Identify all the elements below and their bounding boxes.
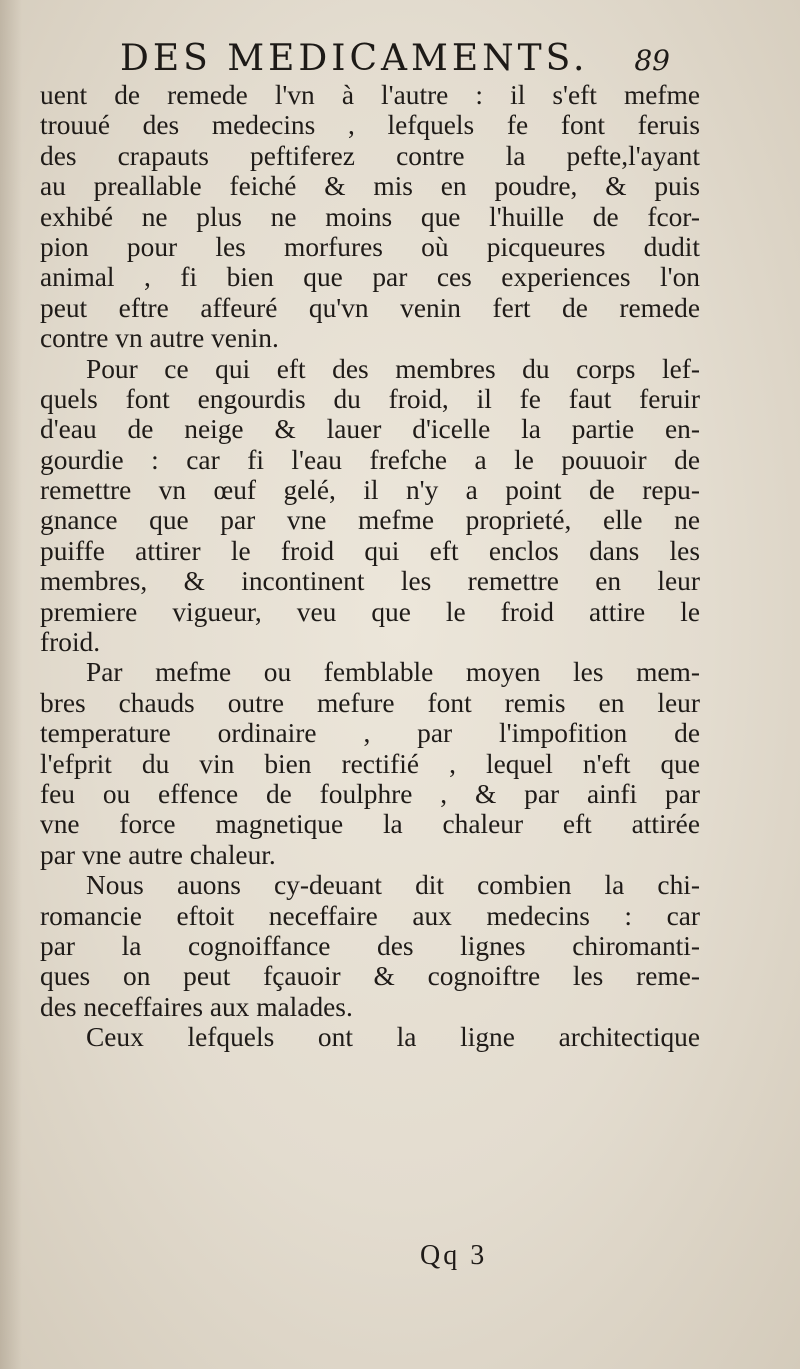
text-line: quels font engourdis du froid, il fe faut feruir	[40, 383, 700, 414]
text-line: premiere vigueur, veu que le froid attire le	[40, 596, 700, 627]
text-line: des neceffaires aux malades.	[40, 991, 353, 1022]
text-line: au preallable feiché & mis en poudre, & puis	[40, 171, 700, 202]
page-number: 89	[634, 44, 670, 77]
text-line: membres, & incontinent les remettre en leur	[40, 566, 700, 597]
text-line: froid.	[40, 627, 101, 658]
text-line: Ceux lefquels ont la ligne architectique	[86, 1022, 700, 1053]
text-line: par vne autre chaleur.	[40, 839, 276, 870]
text-line: contre vn autre venin.	[40, 323, 279, 354]
text-line: Par mefme ou femblable moyen les mem-	[86, 657, 700, 688]
signature-mark: Qq 3	[420, 1240, 488, 1271]
text-line: par la cognoiffance des lignes chiromanti-	[40, 930, 700, 961]
text-line: gnance que par vne mefme proprieté, elle ne	[40, 505, 700, 536]
text-line: remettre vn œuf gelé, il n'y a point de repu-	[40, 475, 700, 506]
text-line: Pour ce qui eft des membres du corps lef-	[86, 353, 700, 384]
text-line: peut eftre affeuré qu'vn venin fert de remede	[40, 292, 700, 323]
running-title: DES MEDICAMENTS.	[120, 38, 589, 79]
text-line: pion pour les morfures où picqueures dudit	[40, 231, 700, 262]
text-line: ques on peut fçauoir & cognoiftre les reme-	[40, 961, 700, 992]
text-line: l'efprit du vin bien rectifié , lequel n'eft que	[40, 748, 700, 779]
text-line: gourdie : car fi l'eau frefche a le pouuoir de	[40, 444, 700, 475]
text-line: exhibé ne plus ne moins que l'huille de fcor-	[40, 201, 700, 232]
text-line: puiffe attirer le froid qui eft enclos dans les	[40, 535, 700, 566]
text-line: d'eau de neige & lauer d'icelle la partie en-	[40, 414, 700, 445]
body-text	[40, 80, 700, 1053]
text-line: temperature ordinaire , par l'impofition de	[40, 718, 700, 749]
text-line: trouué des medecins , lefquels fe font feruis	[40, 110, 700, 141]
text-line: animal , fi bien que par ces experiences l'on	[40, 262, 700, 293]
text-line: romancie eftoit neceffaire aux medecins : car	[40, 900, 700, 931]
text-line: uent de remede l'vn à l'autre : il s'eft mefme	[40, 80, 700, 110]
text-line: Nous auons cy-deuant dit combien la chi-	[86, 870, 700, 901]
text-line: bres chauds outre mefure font remis en leur	[40, 687, 700, 718]
text-line: vne force magnetique la chaleur eft attirée	[40, 809, 700, 840]
text-line: feu ou effence de foulphre , & par ainfi par	[40, 778, 700, 809]
text-line: des crapauts peftiferez contre la pefte,l'ayant	[40, 140, 700, 171]
